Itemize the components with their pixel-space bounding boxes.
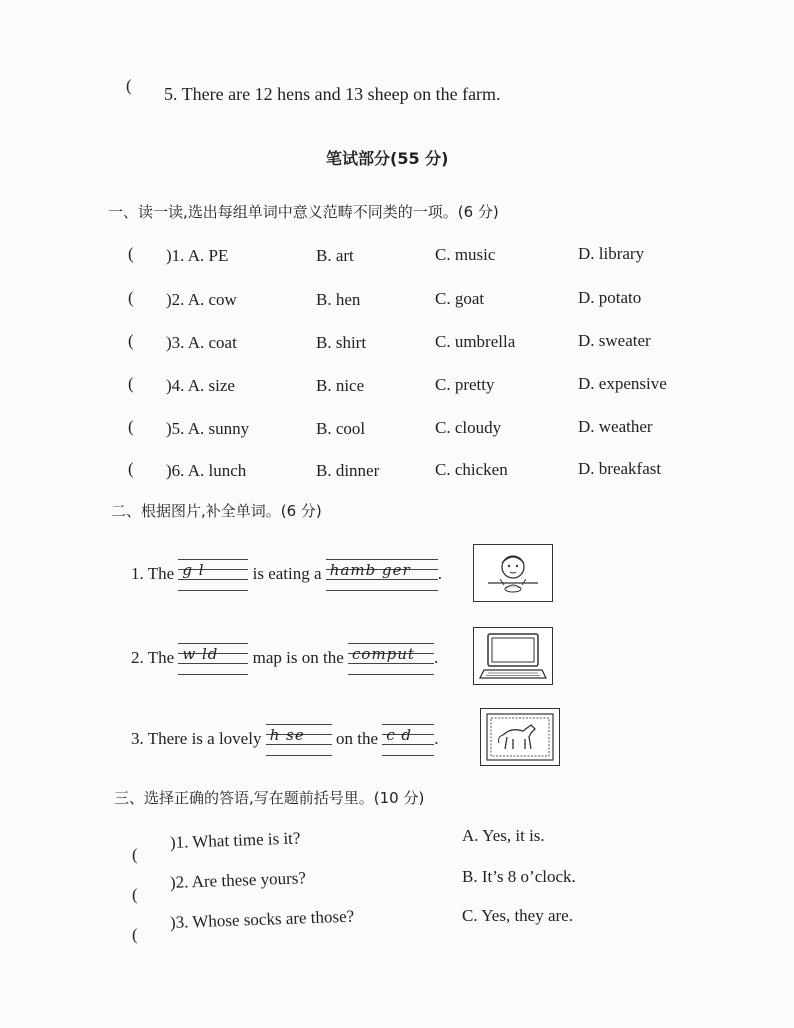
s1-item-6-d: D. breakfast [578,459,662,478]
s1-item-4-d: D. expensive [578,374,667,393]
s1-item-5-d: D. weather [578,417,653,436]
s2-q3-end: . [434,728,439,748]
answer-paren[interactable]: ( [132,925,138,944]
s2-q1-blank2-letters: hamb ger [329,561,411,579]
answer-paren[interactable]: ( [132,845,138,864]
s1-item-2-a: )2. A. cow [166,290,237,309]
s1-item-6-b: B. dinner [316,461,380,480]
s2-q1-blank1-letters: g l [182,561,205,579]
horse-card-icon [480,708,560,766]
s1-item-3-c: C. umbrella [435,332,516,351]
s1-item-4-b: B. nice [316,376,365,395]
s2-q3-blank1-letters: h se [269,726,305,744]
s3-answer-c: C. Yes, they are. [462,906,573,925]
answer-paren[interactable]: ( [132,885,138,904]
s1-item-5-a: )5. A. sunny [166,419,250,438]
girl-eating-icon [473,544,553,602]
s1-item-4-a: )4. A. size [166,376,235,395]
s1-item-4-c: C. pretty [435,375,495,394]
s2-q2-blank1-letters: w ld [182,645,219,663]
page-title: 笔试部分(55 分) [326,149,449,168]
s2-q2 [131,643,438,675]
s2-q3-blank1[interactable] [266,724,332,756]
s2-q1-blank2[interactable] [326,559,438,591]
s2-q2-blank2-letters: comput [352,645,415,663]
s1-item-3-d: D. sweater [578,331,651,350]
s2-q2-pre: 2. The [131,647,175,667]
s3-answer-b: B. It’s 8 o’clock. [462,867,576,886]
s2-q3-mid: on the [335,728,378,748]
s2-q3-blank2-letters: c d [386,726,413,744]
top-item-text: 5. There are 12 hens and 13 sheep on the farm. [164,84,501,104]
s3-question-2: )2. Are these yours? [169,868,307,892]
section1-heading: 一、读一读,选出每组单词中意义范畴不同类的一项。(6 分) [108,203,499,221]
s2-q3-blank2[interactable] [382,724,434,756]
s2-q2-end: . [434,647,439,667]
computer-icon [473,627,553,685]
answer-paren[interactable]: ( [128,374,134,393]
s2-q2-blank1[interactable] [178,643,248,675]
s2-q2-blank2[interactable] [348,643,434,675]
answer-paren[interactable]: ( [126,76,132,95]
s1-item-3-b: B. shirt [316,333,367,352]
s1-item-1-d: D. library [578,244,645,263]
s1-item-2-b: B. hen [316,290,361,309]
s2-q3 [131,724,439,756]
section3-heading: 三、选择正确的答语,写在题前括号里。(10 分) [114,789,425,807]
section2-heading: 二、根据图片,补全单词。(6 分) [111,502,322,520]
s2-q1 [131,559,442,591]
s1-item-2-c: C. goat [435,289,485,308]
s2-q1-mid: is eating a [252,563,322,583]
s1-item-5-b: B. cool [316,419,366,438]
s1-item-1-c: C. music [435,245,496,264]
answer-paren[interactable]: ( [128,417,134,436]
s2-q3-pre: 3. There is a lovely [131,728,262,748]
s3-question-3: )3. Whose socks are those? [169,906,355,932]
s1-item-3-a: )3. A. coat [166,333,237,352]
s1-item-1-b: B. art [316,246,354,265]
s1-item-2-d: D. potato [578,288,642,307]
answer-paren[interactable]: ( [128,288,134,307]
s1-item-6-c: C. chicken [435,460,508,479]
s3-answer-a: A. Yes, it is. [462,826,545,845]
s1-item-6-a: )6. A. lunch [166,461,247,480]
s2-q1-end: . [437,563,443,583]
s1-item-1-a: )1. A. PE [166,246,229,265]
answer-paren[interactable]: ( [128,331,134,350]
s3-question-1: )1. What time is it? [169,828,301,852]
answer-paren[interactable]: ( [128,459,134,478]
answer-paren[interactable]: ( [128,244,134,263]
s2-q1-pre: 1. The [131,563,175,583]
s2-q2-mid: map is on the [252,647,344,667]
s2-q1-blank1[interactable] [178,559,248,591]
s1-item-5-c: C. cloudy [435,418,502,437]
